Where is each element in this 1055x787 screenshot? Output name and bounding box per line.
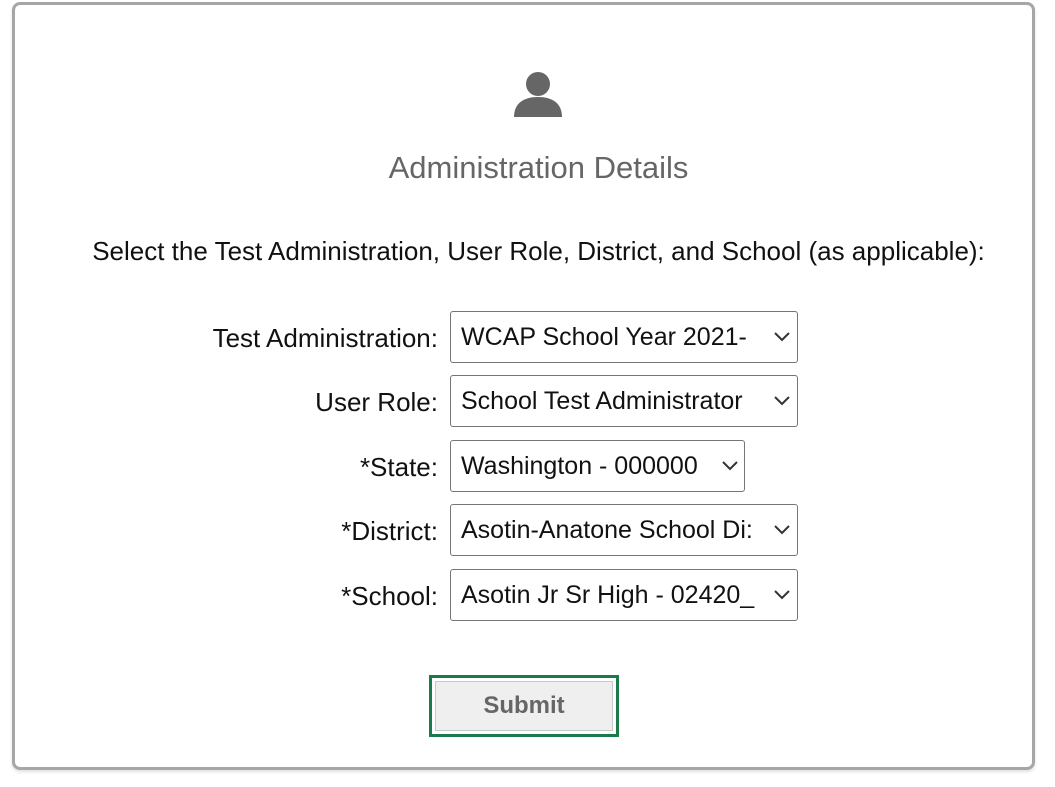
state-row (15, 440, 1055, 494)
page-title: Administration Details (388, 150, 689, 185)
district-row (15, 504, 1055, 558)
user-role-label: User Role: (315, 387, 438, 417)
test-administration-select[interactable] (450, 311, 798, 363)
chevron-down-icon (773, 393, 791, 407)
school-row (15, 569, 1055, 623)
chevron-down-icon (773, 329, 791, 343)
user-icon (512, 71, 564, 117)
user-role-value: School Test Administrator (461, 387, 743, 415)
chevron-down-icon (721, 458, 739, 472)
state-select[interactable] (450, 440, 745, 492)
test-administration-row (15, 311, 1055, 365)
test-administration-label: Test Administration: (212, 323, 438, 353)
chevron-down-icon (773, 587, 791, 601)
administration-details-panel (12, 2, 1035, 770)
instructions-text: Select the Test Administration, User Role, District, and School (as applicable): (92, 236, 985, 266)
district-label: *District: (341, 516, 438, 546)
test-administration-value: WCAP School Year 2021- (461, 323, 747, 351)
school-label: *School: (341, 581, 438, 611)
school-select[interactable] (450, 569, 798, 621)
chevron-down-icon (773, 522, 791, 536)
submit-button[interactable] (429, 675, 619, 737)
district-value: Asotin-Anatone School Di: (461, 516, 753, 544)
user-role-select[interactable] (450, 375, 798, 427)
submit-button-label: Submit (435, 681, 613, 731)
school-value: Asotin Jr Sr High - 02420_ (461, 581, 755, 609)
district-select[interactable] (450, 504, 798, 556)
user-role-row (15, 375, 1055, 429)
state-value: Washington - 000000 (461, 452, 698, 480)
state-label: *State: (359, 452, 438, 482)
